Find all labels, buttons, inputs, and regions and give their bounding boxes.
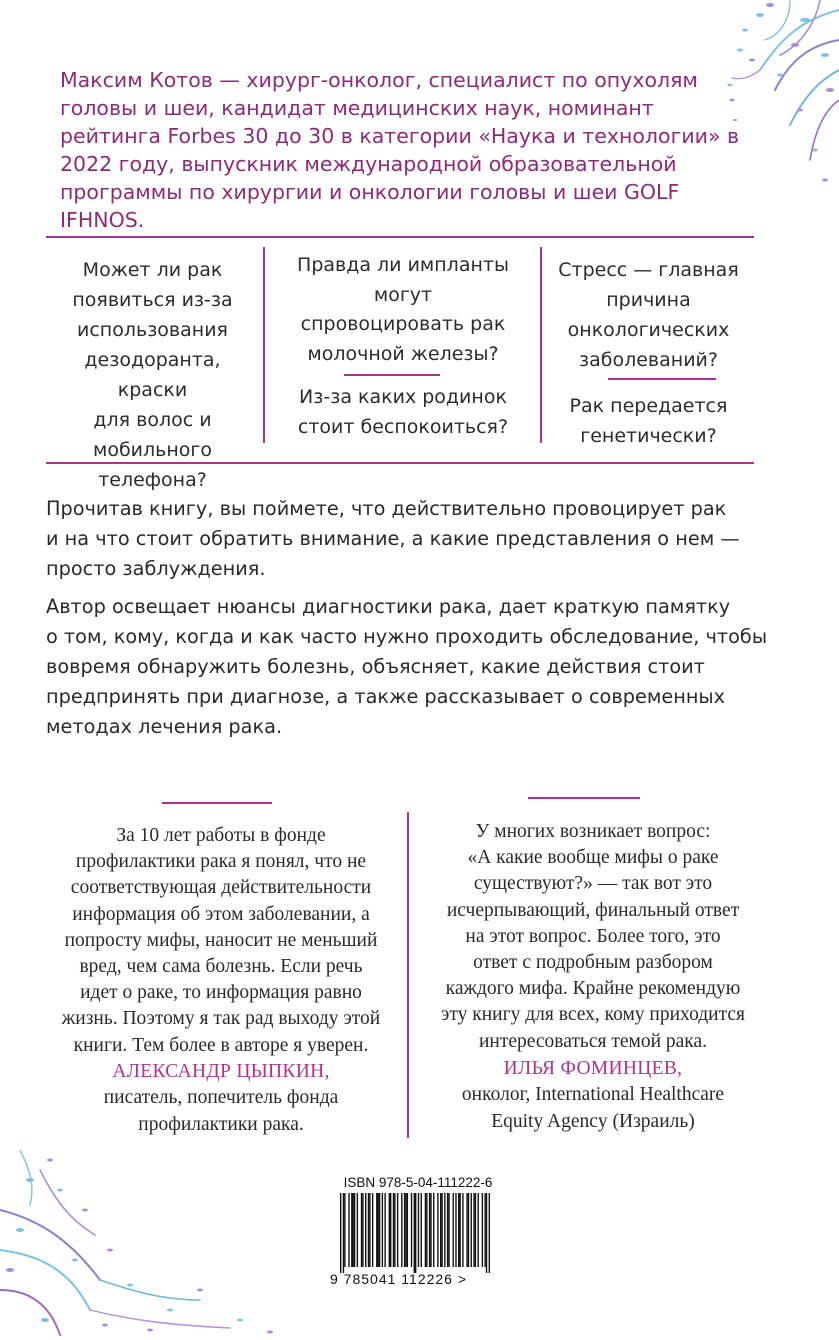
paragraph-line: о том, кому, когда и как часто нужно проходить обследование, чтобы [46,625,768,648]
barcode-bar [382,1193,383,1267]
barcode-bar [418,1193,419,1267]
question-line: молочной железы? [307,342,499,365]
question-line: спровоцировать рак [300,313,506,335]
question-line: могут [373,283,433,306]
quote-line: каждого мифа. Крайне рекомендую [445,978,741,1000]
question-col3b [547,391,750,451]
barcode-bar [425,1193,426,1267]
question-line: онкологических [567,319,730,341]
question-line: Может ли рак [82,259,223,281]
barcode-bar [407,1193,408,1267]
quote-line: интересоваться темой рака. [478,1030,708,1052]
quotes-divider [407,812,409,1138]
barcode-bar [478,1193,479,1267]
quote-line: «А какие вообще мифы о раке [467,847,719,869]
barcode-bar [458,1193,459,1267]
barcode-bar [426,1193,427,1267]
question-separator-col2 [344,374,440,376]
question-line: заболеваний? [579,349,718,371]
barcode-bar [393,1193,394,1267]
question-line: генетически? [580,425,717,447]
questions-divider-2 [540,247,542,443]
barcode-bar [348,1193,349,1267]
question-line: Рак передается [569,395,728,417]
quote-line: жизнь. Поэтому я так рад выходу этой [61,1008,381,1030]
barcode-bar [411,1193,412,1267]
quote-left-author-role [56,1085,386,1138]
barcode-bar [486,1193,487,1273]
question-col1 [50,255,255,495]
question-line: Стресс — главная [558,259,739,281]
question-col3a [547,255,750,375]
barcode-bar [455,1193,456,1267]
quote-line: эту книгу для всех, кому приходится [441,1004,745,1026]
barcode-bar [468,1193,469,1267]
barcode-bar [397,1193,398,1267]
quote-line: За 10 лет работы в фонде [116,825,326,846]
barcode-bar [404,1193,405,1267]
quote-line: профилактики рака я понял, что не [75,851,367,873]
barcode-bar [378,1193,379,1267]
barcode-bar [365,1193,366,1267]
quote-line: У многих возникает вопрос: [475,821,711,842]
barcode-bar [462,1193,463,1267]
question-line: мобильного [92,439,213,461]
coral-decoration-bottom-left [0,1150,290,1340]
question-col2b [272,382,534,442]
question-line: стоит беспокоиться? [297,416,509,438]
question-line: для волос и [93,409,212,431]
barcode-bar [353,1193,354,1267]
barcode-bar [414,1193,415,1273]
barcode-bar [415,1193,416,1273]
barcode-bar [376,1193,377,1267]
barcode-bar [354,1193,355,1267]
role-line: онколог, International Healthcare [461,1084,725,1105]
quote-line: вред, чем сама болезнь. Если речь [79,956,363,978]
barcode-digits: 9 785041 112226 > [330,1271,468,1287]
barcode-bar [489,1193,490,1273]
question-line: появиться из-за [72,289,233,311]
paragraph-line: Автор освещает нюансы диагностики рака, дает краткую памятку [46,595,731,618]
question-line: Из-за каких родинок [299,386,507,408]
quote-right-text [428,819,758,1055]
barcode-bar [344,1193,345,1267]
barcode-bar [466,1193,467,1267]
quote-line: ответ с подробным разбором [473,952,713,974]
barcode-bar [372,1193,373,1267]
barcode-bar [369,1193,370,1267]
barcode-bar [447,1193,448,1267]
question-separator-col3 [608,378,716,380]
barcode-bar [421,1193,422,1267]
quote-right-author-name: ИЛЬЯ ФОМИНЦЕВ, [503,1058,683,1079]
quote-right-author-role [428,1082,758,1135]
isbn-barcode [330,1175,506,1293]
quote-line: идет о раке, то информация равно [80,982,362,1004]
barcode-bar [484,1193,485,1267]
barcode-bar [444,1193,445,1267]
barcode-bar [429,1193,430,1267]
barcode-bar [405,1193,406,1267]
barcode-bar [473,1193,474,1267]
barcode-bar [351,1193,352,1267]
question-line: дезодоранта, краски [84,349,221,401]
barcode-bar [362,1193,363,1267]
description-paragraph-2 [46,592,790,742]
question-col2a [272,251,534,369]
paragraph-line: вовремя обнаружить болезнь, объясняет, какие действия стоит [46,655,705,678]
quote-line: попросту мифы, наносит не меньший [64,929,378,951]
barcode-bar [384,1193,385,1267]
quote-line: книги. Тем более в авторе я уверен. [73,1034,369,1056]
quote-line: соответствующая действительности [70,877,372,899]
barcode-bar [475,1193,476,1267]
paragraph-line: методах лечения рака. [46,715,283,738]
role-line: Equity Agency (Израиль) [491,1110,695,1132]
role-line: профилактики рака. [138,1113,304,1135]
isbn-label: ISBN 978-5-04-111222-6 [343,1175,493,1190]
barcode-bar [482,1193,483,1267]
description-paragraph-1 [46,494,790,584]
barcode-bar [430,1193,431,1267]
paragraph-line: Прочитав книгу, вы поймете, что действительно провоцирует рак [46,497,727,520]
quote-line: информация об этом заболевании, а [72,903,370,925]
barcode-bar [357,1193,358,1267]
barcode-bar [459,1193,460,1267]
quote-line: на этот вопрос. Более того, это [465,925,721,947]
barcode-bar [441,1193,442,1267]
quote-left-rule [162,802,272,804]
question-line: использования [77,319,228,341]
question-line: причина [606,289,691,311]
barcode-bar [343,1193,344,1273]
barcode-bar [361,1193,362,1267]
barcode-bar [379,1193,380,1267]
quote-line: существуют?» — так вот это [473,873,713,895]
quote-line: исчерпывающий, финальный ответ [446,899,740,921]
quote-left-text [56,823,386,1059]
barcode-bar [440,1193,441,1267]
barcode-bar [390,1193,391,1267]
paragraph-line: просто заблуждения. [46,557,266,580]
paragraph-line: предпринять при диагнозе, а также рассказывает о современных [46,685,726,708]
barcode-bar [368,1193,369,1267]
role-line: писатель, попечитель фонда [103,1087,339,1108]
questions-top-rule [46,236,754,238]
paragraph-line: и на что стоит обратить внимание, а какие представления о нем — [46,527,740,550]
barcode-bar [433,1193,434,1267]
barcode-bar [394,1193,395,1267]
question-line: телефона? [98,469,207,491]
barcode-bars [340,1193,490,1273]
barcode-bar [401,1193,402,1267]
barcode-bar [389,1193,390,1267]
quote-left-author-name: АЛЕКСАНДР ЦЫПКИН, [112,1061,330,1082]
questions-divider-1 [263,247,265,443]
question-line: Правда ли импланты [297,254,509,276]
barcode-bar [471,1193,472,1267]
barcode-bar [340,1193,341,1273]
barcode-bar [437,1193,438,1267]
author-bio: Максим Котов — хирург-онколог, специалист по опухолям головы и шеи, кандидат медицинских наук, номинант рейтинга Forbes 30 до 30 в категории «Наука и технологии» в 2022 году, выпускник международной образовательной программы по хирургии и онкологии головы и шеи GOLF IFHNOS. [60,68,740,232]
barcode-bar [448,1193,449,1267]
barcode-bar [453,1193,454,1267]
quote-right-rule [528,797,640,799]
